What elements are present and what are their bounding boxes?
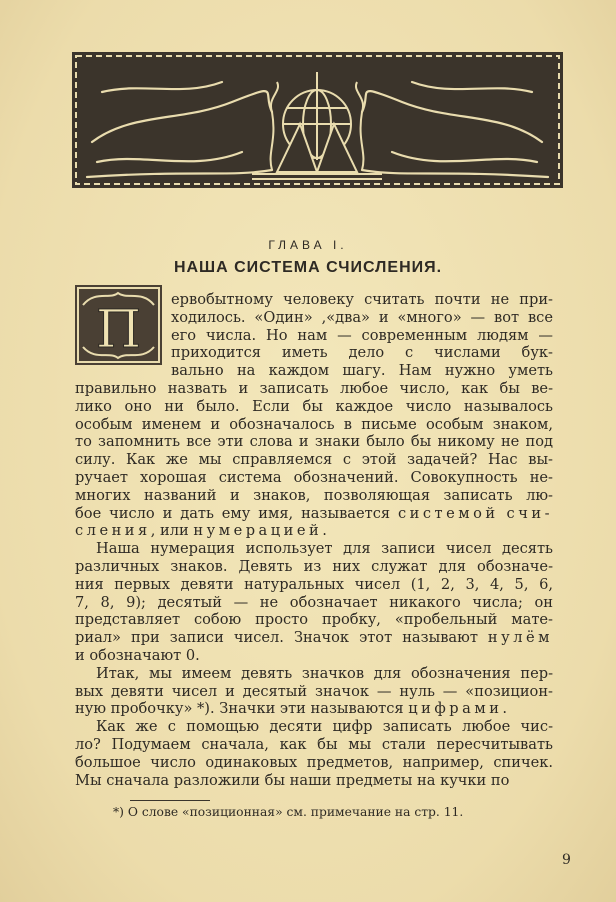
text-segment: большое число одинаковых предметов, например, спичек. bbox=[75, 753, 553, 771]
globe-and-book-ornament-icon bbox=[72, 52, 563, 188]
footnote-rule bbox=[130, 800, 210, 801]
text-segment: то запомнить все эти слова и знаки было бы никому не под bbox=[75, 433, 553, 451]
text-line bbox=[75, 522, 327, 539]
text-line bbox=[75, 772, 509, 789]
text-segment: представляет собою просто пробку, «пробельный мате- bbox=[75, 611, 553, 629]
text-segment: ходилось. «Один» ,«два» и «много» — вот все bbox=[171, 308, 553, 326]
text-line bbox=[75, 558, 553, 575]
text-line bbox=[75, 433, 553, 450]
text-segment: риал» при записи чисел. Значок этот называют bbox=[75, 629, 488, 647]
text-segment: лико оно ни было. Если бы каждое число называлось bbox=[75, 397, 553, 415]
text-line bbox=[96, 665, 553, 682]
spaced-emphasis-text: системой bbox=[397, 504, 499, 522]
page-number: 9 bbox=[562, 852, 571, 868]
text-segment: вально на каждом шагу. Нам нужно уметь bbox=[171, 362, 553, 380]
text-segment: и обозначают 0. bbox=[75, 647, 200, 664]
text-line bbox=[75, 487, 553, 504]
text-line bbox=[75, 700, 507, 717]
text-segment: 7, 8, 9); десятый — не обозначает никакого числа; он bbox=[75, 593, 553, 611]
text-segment: его числа. Но нам — современным людям — bbox=[171, 326, 553, 344]
text-line bbox=[75, 611, 553, 628]
text-line bbox=[96, 718, 553, 735]
spaced-emphasis-text: нулём bbox=[487, 629, 553, 647]
text-line bbox=[171, 291, 553, 308]
text-line bbox=[75, 505, 553, 522]
ornamental-drop-cap bbox=[75, 285, 162, 365]
text-segment: приходится иметь дело с числами бук- bbox=[171, 344, 553, 362]
text-line bbox=[75, 469, 553, 486]
spaced-emphasis-text: нумерацией bbox=[193, 522, 323, 540]
text-segment: . bbox=[502, 700, 508, 718]
text-line bbox=[75, 451, 553, 468]
text-segment: ло? Подумаем сначала, как бы мы стали пересчитывать bbox=[75, 736, 553, 753]
text-segment: Как же с помощью десяти цифр записать любое чис- bbox=[96, 718, 553, 736]
ornamental-headpiece bbox=[72, 52, 563, 188]
footnote: *) О слове «позиционная» см. примечание на стр. 11. bbox=[113, 805, 464, 819]
text-line bbox=[96, 540, 553, 557]
text-line bbox=[171, 362, 553, 379]
text-line bbox=[75, 416, 553, 433]
text-line bbox=[75, 594, 553, 611]
text-segment: бое число и дать ему имя, называется bbox=[75, 504, 398, 522]
text-segment: различных знаков. Девять из них служат для обозначе- bbox=[75, 558, 553, 575]
chapter-label: ГЛАВА I. bbox=[268, 238, 348, 252]
spaced-emphasis-text: цифрами bbox=[408, 700, 503, 718]
text-segment: ную пробочку» *). Значки эти называются bbox=[75, 700, 409, 718]
text-segment: Мы сначала разложили бы наши предметы на кучки по bbox=[75, 771, 510, 789]
chapter-title: НАША СИСТЕМА СЧИСЛЕНИЯ. bbox=[173, 259, 443, 276]
text-line bbox=[75, 576, 553, 593]
text-line bbox=[75, 683, 553, 700]
text-segment: вых девяти чисел и десятый значок — нуль — «позицион- bbox=[75, 682, 553, 700]
text-segment: правильно назвать и записать любое число, как бы ве- bbox=[75, 380, 553, 397]
text-line bbox=[75, 647, 200, 664]
text-segment: ручает хорошая система обозначений. Совокупность не- bbox=[75, 469, 553, 486]
text-segment: особым именем и обозначалось в письме особым знаком, bbox=[75, 415, 553, 433]
text-segment: силу. Как же мы справляемся с этой задачей? Нас вы- bbox=[75, 451, 553, 469]
text-line bbox=[75, 754, 553, 771]
spaced-emphasis-text: сления bbox=[75, 522, 151, 540]
text-line bbox=[75, 629, 553, 646]
text-line bbox=[75, 398, 553, 415]
text-line bbox=[171, 309, 553, 326]
text-segment: Итак, мы имеем девять значков для обозначения пер- bbox=[96, 664, 553, 682]
text-segment: ервобытному человеку считать почти не при- bbox=[171, 291, 553, 308]
text-line bbox=[75, 736, 553, 753]
text-segment: , или bbox=[150, 522, 194, 540]
text-segment: ния первых девяти натуральных чисел (1, 2, 3, 4, 5, 6, bbox=[75, 575, 553, 593]
text-segment: Наша нумерация использует для записи чисел десять bbox=[96, 540, 553, 558]
text-line bbox=[171, 327, 553, 344]
spaced-emphasis-text: счи- bbox=[506, 504, 553, 522]
text-segment: . bbox=[322, 522, 327, 540]
text-line bbox=[75, 380, 553, 397]
text-segment: многих названий и знаков, позволяющая записать лю- bbox=[75, 486, 553, 504]
text-segment bbox=[499, 505, 507, 522]
drop-cap-letter: П bbox=[95, 300, 142, 360]
text-line bbox=[171, 344, 553, 361]
